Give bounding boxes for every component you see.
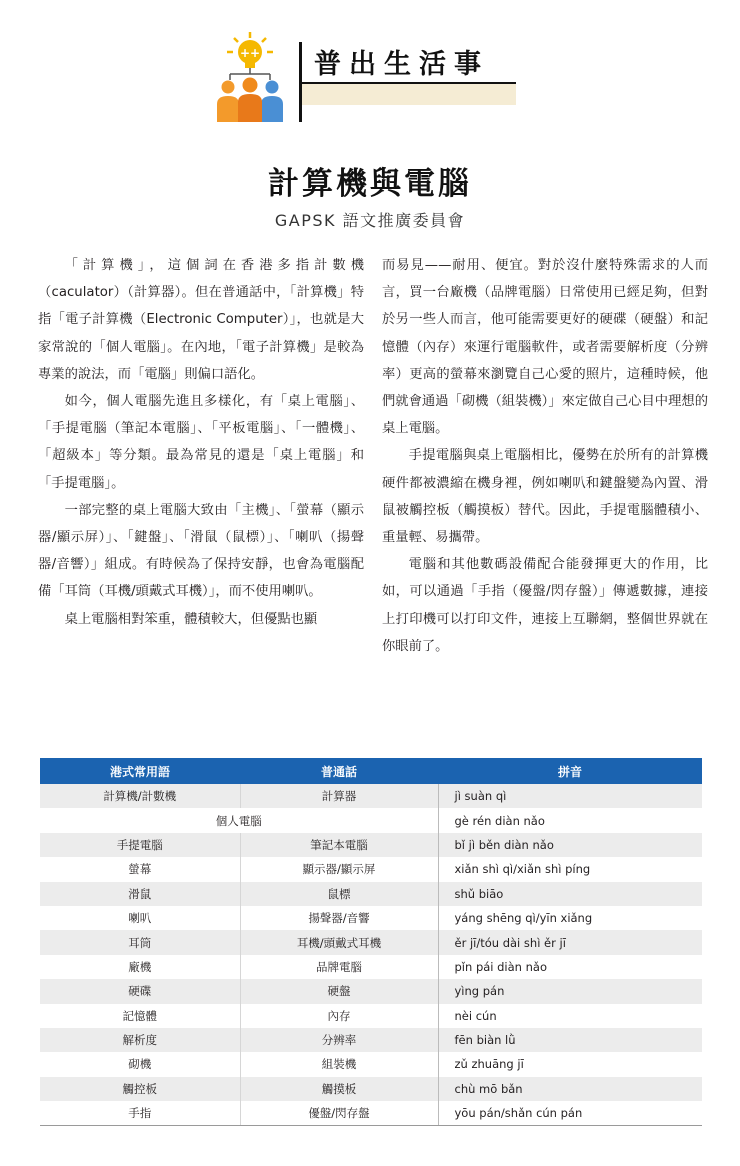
paragraph: 電腦和其他數碼設備配合能發揮更大的作用，比如，可以通過「手指（優盤/閃存盤）」傳遞數據，連接上打印機可以打印文件，連接上互聯網，整個世界就在你眼前了。 [382, 557, 708, 654]
cell-hk: 耳筒 [40, 930, 240, 954]
cell-pinyin: zǔ zhuāng jī [438, 1052, 702, 1076]
table-row [40, 979, 702, 1003]
cell-pinyin: fēn biàn lǜ [438, 1028, 702, 1052]
svg-text:++: ++ [239, 46, 261, 60]
people-icon [217, 78, 283, 123]
column-header-pinyin: 拼音 [438, 758, 702, 784]
cell-putonghua: 觸摸板 [240, 1077, 438, 1101]
cell-hk: 觸控板 [40, 1077, 240, 1101]
cell-hk: 硬碟 [40, 979, 240, 1003]
cell-putonghua: 內存 [240, 1004, 438, 1028]
table-row [40, 1101, 702, 1126]
cell-hk: 手指 [40, 1101, 240, 1126]
page-title: 計算機與電腦 [268, 166, 472, 202]
column-header-hk: 港式常用語 [40, 758, 240, 784]
table-row [40, 833, 702, 857]
table-row [40, 857, 702, 881]
table-row [40, 1028, 702, 1052]
cell-putonghua: 硬盤 [240, 979, 438, 1003]
cell-hk: 記憶體 [40, 1004, 240, 1028]
cell-hk: 手提電腦 [40, 833, 240, 857]
brand-band [302, 84, 516, 105]
cell-pinyin: gè rén diàn nǎo [438, 808, 702, 832]
table-row [40, 955, 702, 979]
article-column-right [382, 252, 708, 660]
cell-pinyin: shǔ biāo [438, 882, 702, 906]
lightbulb-icon [227, 32, 273, 68]
cell-pinyin: chù mō bǎn [438, 1077, 702, 1101]
table-row [40, 1052, 702, 1076]
table-header-row [40, 758, 702, 784]
cell-hk: 解析度 [40, 1028, 240, 1052]
cell-pinyin: ěr jī/tóu dài shì ěr jī [438, 930, 702, 954]
cell-putonghua: 筆記本電腦 [240, 833, 438, 857]
cell-putonghua: 優盤/閃存盤 [240, 1101, 438, 1126]
cell-pinyin: yōu pán/shǎn cún pán [438, 1101, 702, 1126]
table-row [40, 808, 702, 832]
cell-putonghua: 鼠標 [240, 882, 438, 906]
page-subtitle: GAPSK 語文推廣委員會 [274, 211, 466, 230]
cell-putonghua: 耳機/頭戴式耳機 [240, 930, 438, 954]
paragraph: 一部完整的桌上電腦大致由「主機」、「螢幕（顯示器/顯示屏）」、「鍵盤」、「滑鼠（鼠標）」、「喇叭（揚聲器/音響）」組成。有時候為了保持安靜，也會為電腦配備「耳筒（耳機/頭戴式耳機）」，而不使用喇叭。 [38, 502, 364, 600]
cell-putonghua: 顯示器/顯示屏 [240, 857, 438, 881]
table-row [40, 882, 702, 906]
cell-hk: 計算機/計數機 [40, 784, 240, 808]
table-row [40, 1077, 702, 1101]
cell-pinyin: pǐn pái diàn nǎo [438, 955, 702, 979]
brand-underline [302, 82, 516, 84]
cell-putonghua: 計算器 [240, 784, 438, 808]
logo-icon [214, 30, 286, 122]
cell-hk: 砌機 [40, 1052, 240, 1076]
cell-hk: 喇叭 [40, 906, 240, 930]
column-brand: 普出生活事 [314, 49, 489, 80]
column-header-putonghua: 普通話 [240, 758, 438, 784]
table-row [40, 930, 702, 954]
paragraph: 而易見——耐用、便宜。對於沒什麼特殊需求的人而言，買一台廠機（品牌電腦）日常使用已經足夠，但對於另一些人而言，他可能需要更好的硬碟（硬盤）和記憶體（內存）來運行電腦軟件，或者需要解析度（分辨率）更高的螢幕來瀏覽自己心愛的照片，這種時候，他們就會通過「砌機（組裝機）」來定做自己心目中理想的桌上電腦。 [382, 258, 708, 437]
cell-pinyin: xiǎn shì qì/xiǎn shì píng [438, 857, 702, 881]
cell-merged: 個人電腦 [40, 808, 438, 832]
cell-hk: 滑鼠 [40, 882, 240, 906]
table-row [40, 784, 702, 808]
cell-pinyin: yáng shēng qì/yīn xiǎng [438, 906, 702, 930]
vocabulary-table [40, 758, 702, 1126]
cell-putonghua: 品牌電腦 [240, 955, 438, 979]
paragraph: 「計算機」，這個詞在香港多指計數機（caculator）（計算器）。但在普通話中，「計算機」特指「電子計算機（Electronic Computer）」，也就是大家常說的「個人電腦」。在內地，「電子計算機」是較為專業的說法，而「電腦」則偏口語化。 [38, 258, 364, 382]
cell-pinyin: jì suàn qì [438, 784, 702, 808]
cell-putonghua: 揚聲器/音響 [240, 906, 438, 930]
paragraph: 桌上電腦相對笨重，體積較大，但優點也顯 [64, 611, 318, 627]
paragraph: 手提電腦與桌上電腦相比，優勢在於所有的計算機硬件都被濃縮在機身裡，例如喇叭和鍵盤變為內置、滑鼠被觸控板（觸摸板）替代。因此，手提電腦體積小、重量輕、易攜帶。 [382, 448, 708, 546]
article-column-left [38, 252, 364, 633]
table-row [40, 1004, 702, 1028]
cell-putonghua: 組裝機 [240, 1052, 438, 1076]
table-row [40, 906, 702, 930]
cell-pinyin: yìng pán [438, 979, 702, 1003]
cell-pinyin: nèi cún [438, 1004, 702, 1028]
cell-pinyin: bǐ jì běn diàn nǎo [438, 833, 702, 857]
cell-hk: 螢幕 [40, 857, 240, 881]
cell-putonghua: 分辨率 [240, 1028, 438, 1052]
cell-hk: 廠機 [40, 955, 240, 979]
paragraph: 如今，個人電腦先進且多樣化，有「桌上電腦」、「手提電腦（筆記本電腦」、「平板電腦」、「一體機」、「超級本」等分類。最為常見的還是「桌上電腦」和「手提電腦」。 [38, 394, 364, 491]
